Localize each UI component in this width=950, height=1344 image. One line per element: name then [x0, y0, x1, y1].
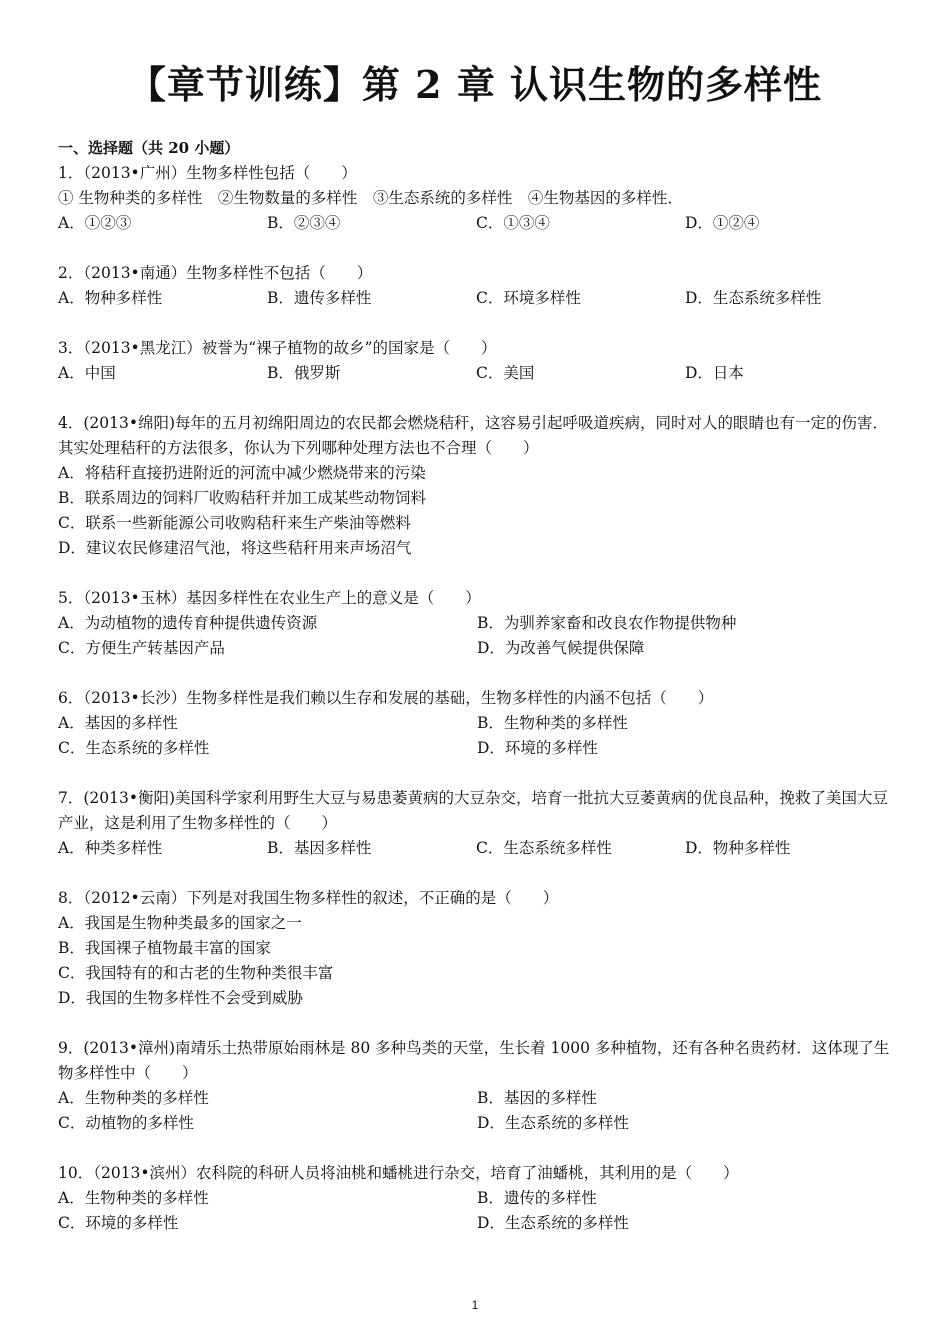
option-d: D．我国的生物多样性不会受到威胁	[58, 989, 303, 1007]
question-stem: 5．（2013•玉林）基因多样性在农业生产上的意义是（ ）	[58, 589, 481, 607]
option-b: B．遗传的多样性	[477, 1189, 597, 1207]
option-a: A．为动植物的遗传育种提供遗传资源	[58, 614, 318, 632]
option-c: C．方便生产转基因产品	[58, 639, 225, 657]
option-a: A．生物种类的多样性	[58, 1089, 209, 1107]
option-a: A．我国是生物种类最多的国家之一	[58, 914, 302, 932]
option-c: C．环境的多样性	[58, 1214, 179, 1232]
option-d: D．生态系统的多样性	[477, 1214, 629, 1232]
question-stem: 3．（2013•黑龙江）被誉为“裸子植物的故乡”的国家是（ ）	[58, 339, 497, 357]
option-b: B．基因的多样性	[477, 1089, 597, 1107]
option-a: A．生物种类的多样性	[58, 1189, 209, 1207]
option-d: D．①②④	[685, 214, 760, 232]
options	[58, 1086, 896, 1136]
question-2	[58, 261, 896, 311]
question-list	[58, 161, 896, 1261]
option-c: C．动植物的多样性	[58, 1114, 194, 1132]
options	[58, 711, 896, 761]
question-8	[58, 886, 896, 1011]
section-heading: 一、选择题（共 20 小题）	[58, 139, 240, 157]
option-c: C．联系一些新能源公司收购秸秆来生产柴油等燃料	[58, 514, 411, 532]
option-b: B．遗传多样性	[267, 289, 372, 307]
options	[58, 286, 896, 311]
option-b: B．生物种类的多样性	[477, 714, 628, 732]
option-d: D．生态系统多样性	[685, 289, 822, 307]
option-d: D．日本	[685, 364, 744, 382]
option-c: C．①③④	[476, 214, 550, 232]
option-b: B．我国裸子植物最丰富的国家	[58, 939, 271, 957]
option-b: B．为驯养家畜和改良农作物提供物种	[477, 614, 737, 632]
options	[58, 1186, 896, 1236]
question-stem: 2．（2013•南通）生物多样性不包括（ ）	[58, 264, 373, 282]
option-d: D．生态系统的多样性	[477, 1114, 629, 1132]
option-d: D．物种多样性	[685, 839, 791, 857]
question-stem: 4．(2013•绵阳)每年的五月初绵阳周边的农民都会燃烧秸秆，这容易引起呼吸道疾病，同时对人的眼睛也有一定的伤害．其实处理秸秆的方法很多，你认为下列哪种处理方法也不合理（ ）	[58, 414, 889, 457]
option-d: D．为改善气候提供保障	[477, 639, 645, 657]
question-1	[58, 161, 896, 236]
question-stem: 8．（2012•云南）下列是对我国生物多样性的叙述，不正确的是（ ）	[58, 889, 559, 907]
question-stem: 9．(2013•漳州)南靖乐土热带原始雨林是 80 多种鸟类的天堂，生长着 1000 多种植物，还有各种名贵药材．这体现了生物多样性中（ ）	[58, 1039, 890, 1082]
options	[58, 911, 896, 1011]
option-a: A．①②③	[58, 214, 132, 232]
question-stem: 1．（2013•广州）生物多样性包括（ ）	[58, 164, 357, 182]
question-stem: 7．(2013•衡阳)美国科学家利用野生大豆与易患萎黄病的大豆杂交，培育一批抗大豆萎黄病的优良品种，挽救了美国大豆产业，这是利用了生物多样性的（ ）	[58, 789, 889, 832]
options	[58, 461, 896, 561]
options	[58, 211, 896, 236]
page-title: 【章节训练】第 2 章 认识生物的多样性	[127, 62, 823, 107]
question-10	[58, 1161, 896, 1236]
options	[58, 361, 896, 386]
question-5	[58, 586, 896, 661]
option-d: D．环境的多样性	[477, 739, 598, 757]
option-a: A．基因的多样性	[58, 714, 178, 732]
option-a: A．种类多样性	[58, 839, 163, 857]
question-6	[58, 686, 896, 761]
option-a: A．中国	[58, 364, 116, 382]
option-c: C．美国	[476, 364, 535, 382]
question-9	[58, 1036, 896, 1136]
option-d: D．建议农民修建沼气池，将这些秸秆用来声场沼气	[58, 539, 412, 557]
option-c: C．生态系统的多样性	[58, 739, 210, 757]
option-b: B．俄罗斯	[267, 364, 341, 382]
question-7	[58, 786, 896, 861]
options	[58, 611, 896, 661]
options	[58, 836, 896, 861]
option-b: B．②③④	[267, 214, 341, 232]
question-4	[58, 411, 896, 561]
option-b: B．基因多样性	[267, 839, 372, 857]
option-b: B．联系周边的饲料厂收购秸秆并加工成某些动物饲料	[58, 489, 426, 507]
option-c: C．我国特有的和古老的生物种类很丰富	[58, 964, 334, 982]
option-a: A．将秸秆直接扔进附近的河流中减少燃烧带来的污染	[58, 464, 426, 482]
option-a: A．物种多样性	[58, 289, 163, 307]
page-number: 1	[471, 1298, 479, 1312]
option-c: C．生态系统多样性	[476, 839, 612, 857]
question-3	[58, 336, 896, 386]
question-stem: 6．（2013•长沙）生物多样性是我们赖以生存和发展的基础，生物多样性的内涵不包括（ ）	[58, 689, 714, 707]
question-stem: 10．（2013•滨州）农科院的科研人员将油桃和蟠桃进行杂交，培育了油蟠桃，其利用的是（ ）	[58, 1164, 739, 1182]
option-c: C．环境多样性	[476, 289, 581, 307]
question-extra: ① 生物种类的多样性 ②生物数量的多样性 ③生态系统的多样性 ④生物基因的多样性．	[58, 189, 683, 207]
